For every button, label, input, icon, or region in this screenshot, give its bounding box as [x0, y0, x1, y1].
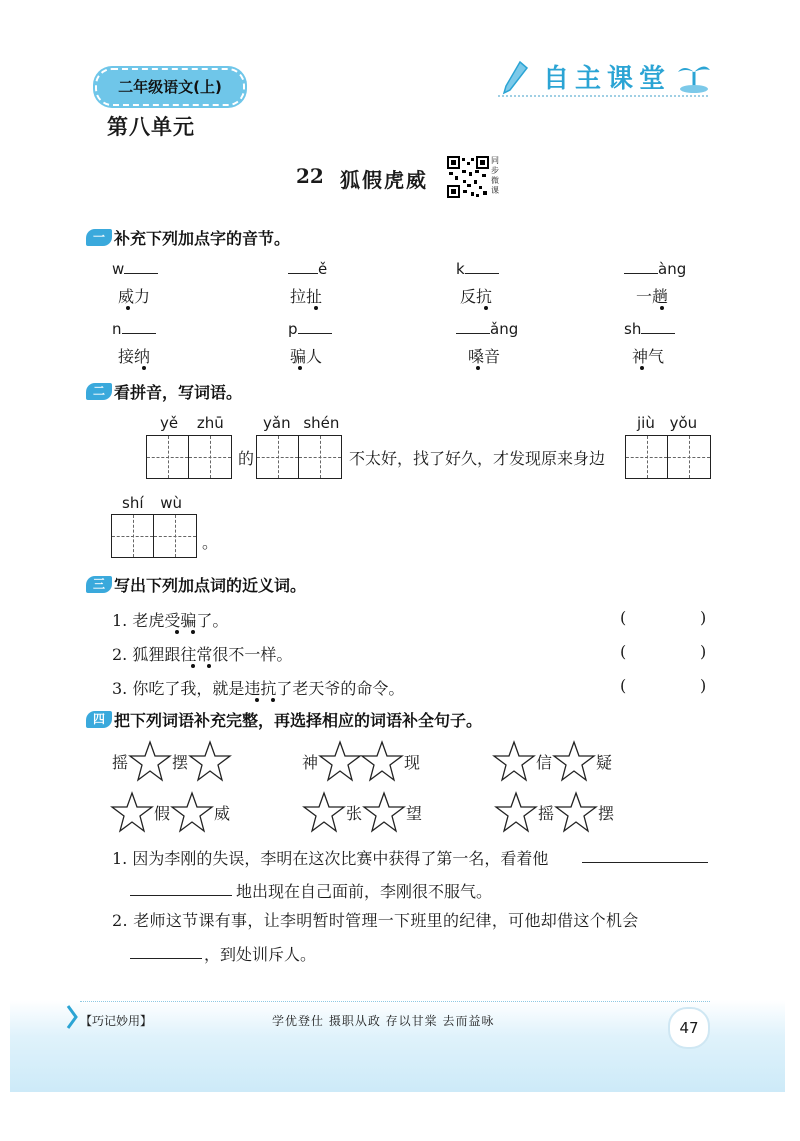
answer-line[interactable] — [130, 958, 202, 959]
star-blank[interactable] — [318, 740, 362, 782]
footer-tag: 【巧记妙用】 — [80, 1014, 153, 1028]
pinyin-blank-4[interactable]: àng — [624, 260, 686, 278]
pinyin-label: yě zhū — [160, 414, 224, 432]
answer-paren-close: ) — [700, 642, 707, 661]
pinyin-blank-8[interactable]: sh — [624, 320, 675, 338]
emphasis-dot — [175, 630, 179, 634]
word-char: 张 — [346, 804, 363, 823]
word-char: 摇 — [112, 753, 129, 772]
header-divider — [498, 95, 708, 97]
emphasis-dot — [314, 306, 318, 310]
answer-line[interactable] — [582, 862, 708, 863]
answer-paren-close: ) — [700, 676, 707, 695]
word-1: 威力 — [118, 287, 151, 306]
emphasis-dot — [126, 306, 130, 310]
emphasis-dot — [207, 664, 211, 668]
star-blank[interactable] — [360, 740, 404, 782]
lesson-number: 22 — [296, 164, 324, 188]
star-blank[interactable] — [128, 740, 172, 782]
emphasis-dot — [271, 698, 275, 702]
writing-grid[interactable] — [256, 435, 342, 479]
pinyin-blank-1[interactable]: w — [112, 260, 158, 278]
word-6: 骗人 — [290, 347, 323, 366]
word-char: 疑 — [596, 753, 613, 772]
section3-heading: 三 写出下列加点词的近义词。 — [86, 573, 306, 596]
star-blank[interactable] — [494, 791, 538, 833]
question-3: 3. 你吃了我，就是违抗了老天爷的命令。 — [112, 679, 405, 698]
writing-grid[interactable] — [625, 435, 711, 479]
pinyin-label: shí wù — [122, 494, 183, 512]
pinyin-blank-2[interactable]: ě — [288, 260, 327, 278]
star-blank[interactable] — [552, 740, 596, 782]
pinyin-blank-3[interactable]: k — [456, 260, 499, 278]
sentence-text: 的 — [238, 449, 255, 468]
star-blank[interactable] — [554, 791, 598, 833]
qr-code[interactable] — [447, 156, 489, 198]
word-char: 摆 — [172, 753, 189, 772]
star-blank[interactable] — [492, 740, 536, 782]
emphasis-dot — [191, 630, 195, 634]
writing-grid[interactable] — [146, 435, 232, 479]
answer-field-1[interactable] — [632, 606, 698, 628]
section2-heading: 二 看拼音，写词语。 — [86, 380, 242, 403]
word-4: 一趟 — [636, 287, 669, 306]
sentence-1-part2: 地出现在自己面前，李刚很不服气。 — [236, 882, 493, 901]
word-2: 拉扯 — [290, 287, 323, 306]
word-8: 神气 — [632, 347, 665, 366]
star-blank[interactable] — [362, 791, 406, 833]
word-char: 现 — [404, 753, 421, 772]
answer-paren-open: ( — [620, 676, 627, 695]
emphasis-dot — [255, 698, 259, 702]
pinyin-blank-6[interactable]: p — [288, 320, 332, 338]
star-blank[interactable] — [302, 791, 346, 833]
sentence-1-part1: 1. 因为李刚的失误，李明在这次比赛中获得了第一名，看着他 — [112, 849, 549, 868]
star-blank[interactable] — [110, 791, 154, 833]
pinyin-label: jiù yǒu — [637, 414, 698, 432]
footer-motto: 学优登仕 摄职从政 存以甘棠 去而益咏 — [272, 1014, 495, 1028]
answer-paren-open: ( — [620, 642, 627, 661]
chevron-right-icon — [66, 1004, 78, 1030]
word-char: 摆 — [598, 804, 615, 823]
word-char: 望 — [406, 804, 423, 823]
pinyin-blank-7[interactable]: ǎng — [456, 320, 518, 338]
answer-field-2[interactable] — [632, 640, 698, 662]
sentence-text: 不太好，找了好久，才发现原来身边 — [349, 449, 606, 468]
qr-label: 同 步 微 课 — [491, 156, 499, 195]
word-3: 反抗 — [460, 287, 493, 306]
footer-divider — [80, 1001, 710, 1002]
emphasis-dot — [298, 366, 302, 370]
sentence-text: 。 — [202, 533, 219, 552]
pinyin-label: yǎn shén — [263, 414, 340, 432]
section2-number: 二 — [86, 383, 112, 400]
emphasis-dot — [484, 306, 488, 310]
question-2: 2. 狐狸跟往常很不一样。 — [112, 645, 293, 664]
unit-title: 第八单元 — [107, 115, 195, 139]
emphasis-dot — [476, 366, 480, 370]
emphasis-dot — [142, 366, 146, 370]
answer-paren-close: ) — [700, 608, 707, 627]
word-char: 摇 — [538, 804, 555, 823]
section1-heading: 一 补充下列加点字的音节。 — [86, 226, 290, 249]
palm-tree-icon — [676, 60, 712, 94]
section1-number: 一 — [86, 229, 112, 246]
section3-number: 三 — [86, 576, 112, 593]
star-blank[interactable] — [170, 791, 214, 833]
word-char: 威 — [214, 804, 231, 823]
section4-heading: 四 把下列词语补充完整，再选择相应的词语补全句子。 — [86, 708, 482, 731]
word-7: 嗓音 — [468, 347, 501, 366]
question-1: 1. 老虎受骗了。 — [112, 611, 229, 630]
star-blank[interactable] — [188, 740, 232, 782]
brand-title: 自主课堂 — [543, 64, 672, 94]
writing-grid[interactable] — [111, 514, 197, 558]
sentence-2-part1: 2. 老师这节课有事，让李明暂时管理一下班里的纪律，可他却借这个机会 — [112, 911, 639, 930]
emphasis-dot — [660, 306, 664, 310]
sentence-2-part2: ，到处训斥人。 — [204, 945, 317, 964]
answer-field-3[interactable] — [632, 674, 698, 696]
pinyin-blank-5[interactable]: n — [112, 320, 156, 338]
emphasis-dot — [191, 664, 195, 668]
word-char: 神 — [302, 753, 319, 772]
word-char: 假 — [154, 804, 171, 823]
answer-paren-open: ( — [620, 608, 627, 627]
word-5: 接纳 — [118, 347, 151, 366]
word-char: 信 — [536, 753, 553, 772]
lesson-title: 狐假虎威 — [340, 168, 428, 192]
emphasis-dot — [640, 366, 644, 370]
answer-line[interactable] — [130, 895, 232, 896]
pencil-icon — [500, 60, 530, 96]
grade-badge: 二年级语文(上) — [95, 68, 245, 106]
section4-number: 四 — [86, 711, 112, 728]
page-number: 47 — [668, 1007, 710, 1049]
